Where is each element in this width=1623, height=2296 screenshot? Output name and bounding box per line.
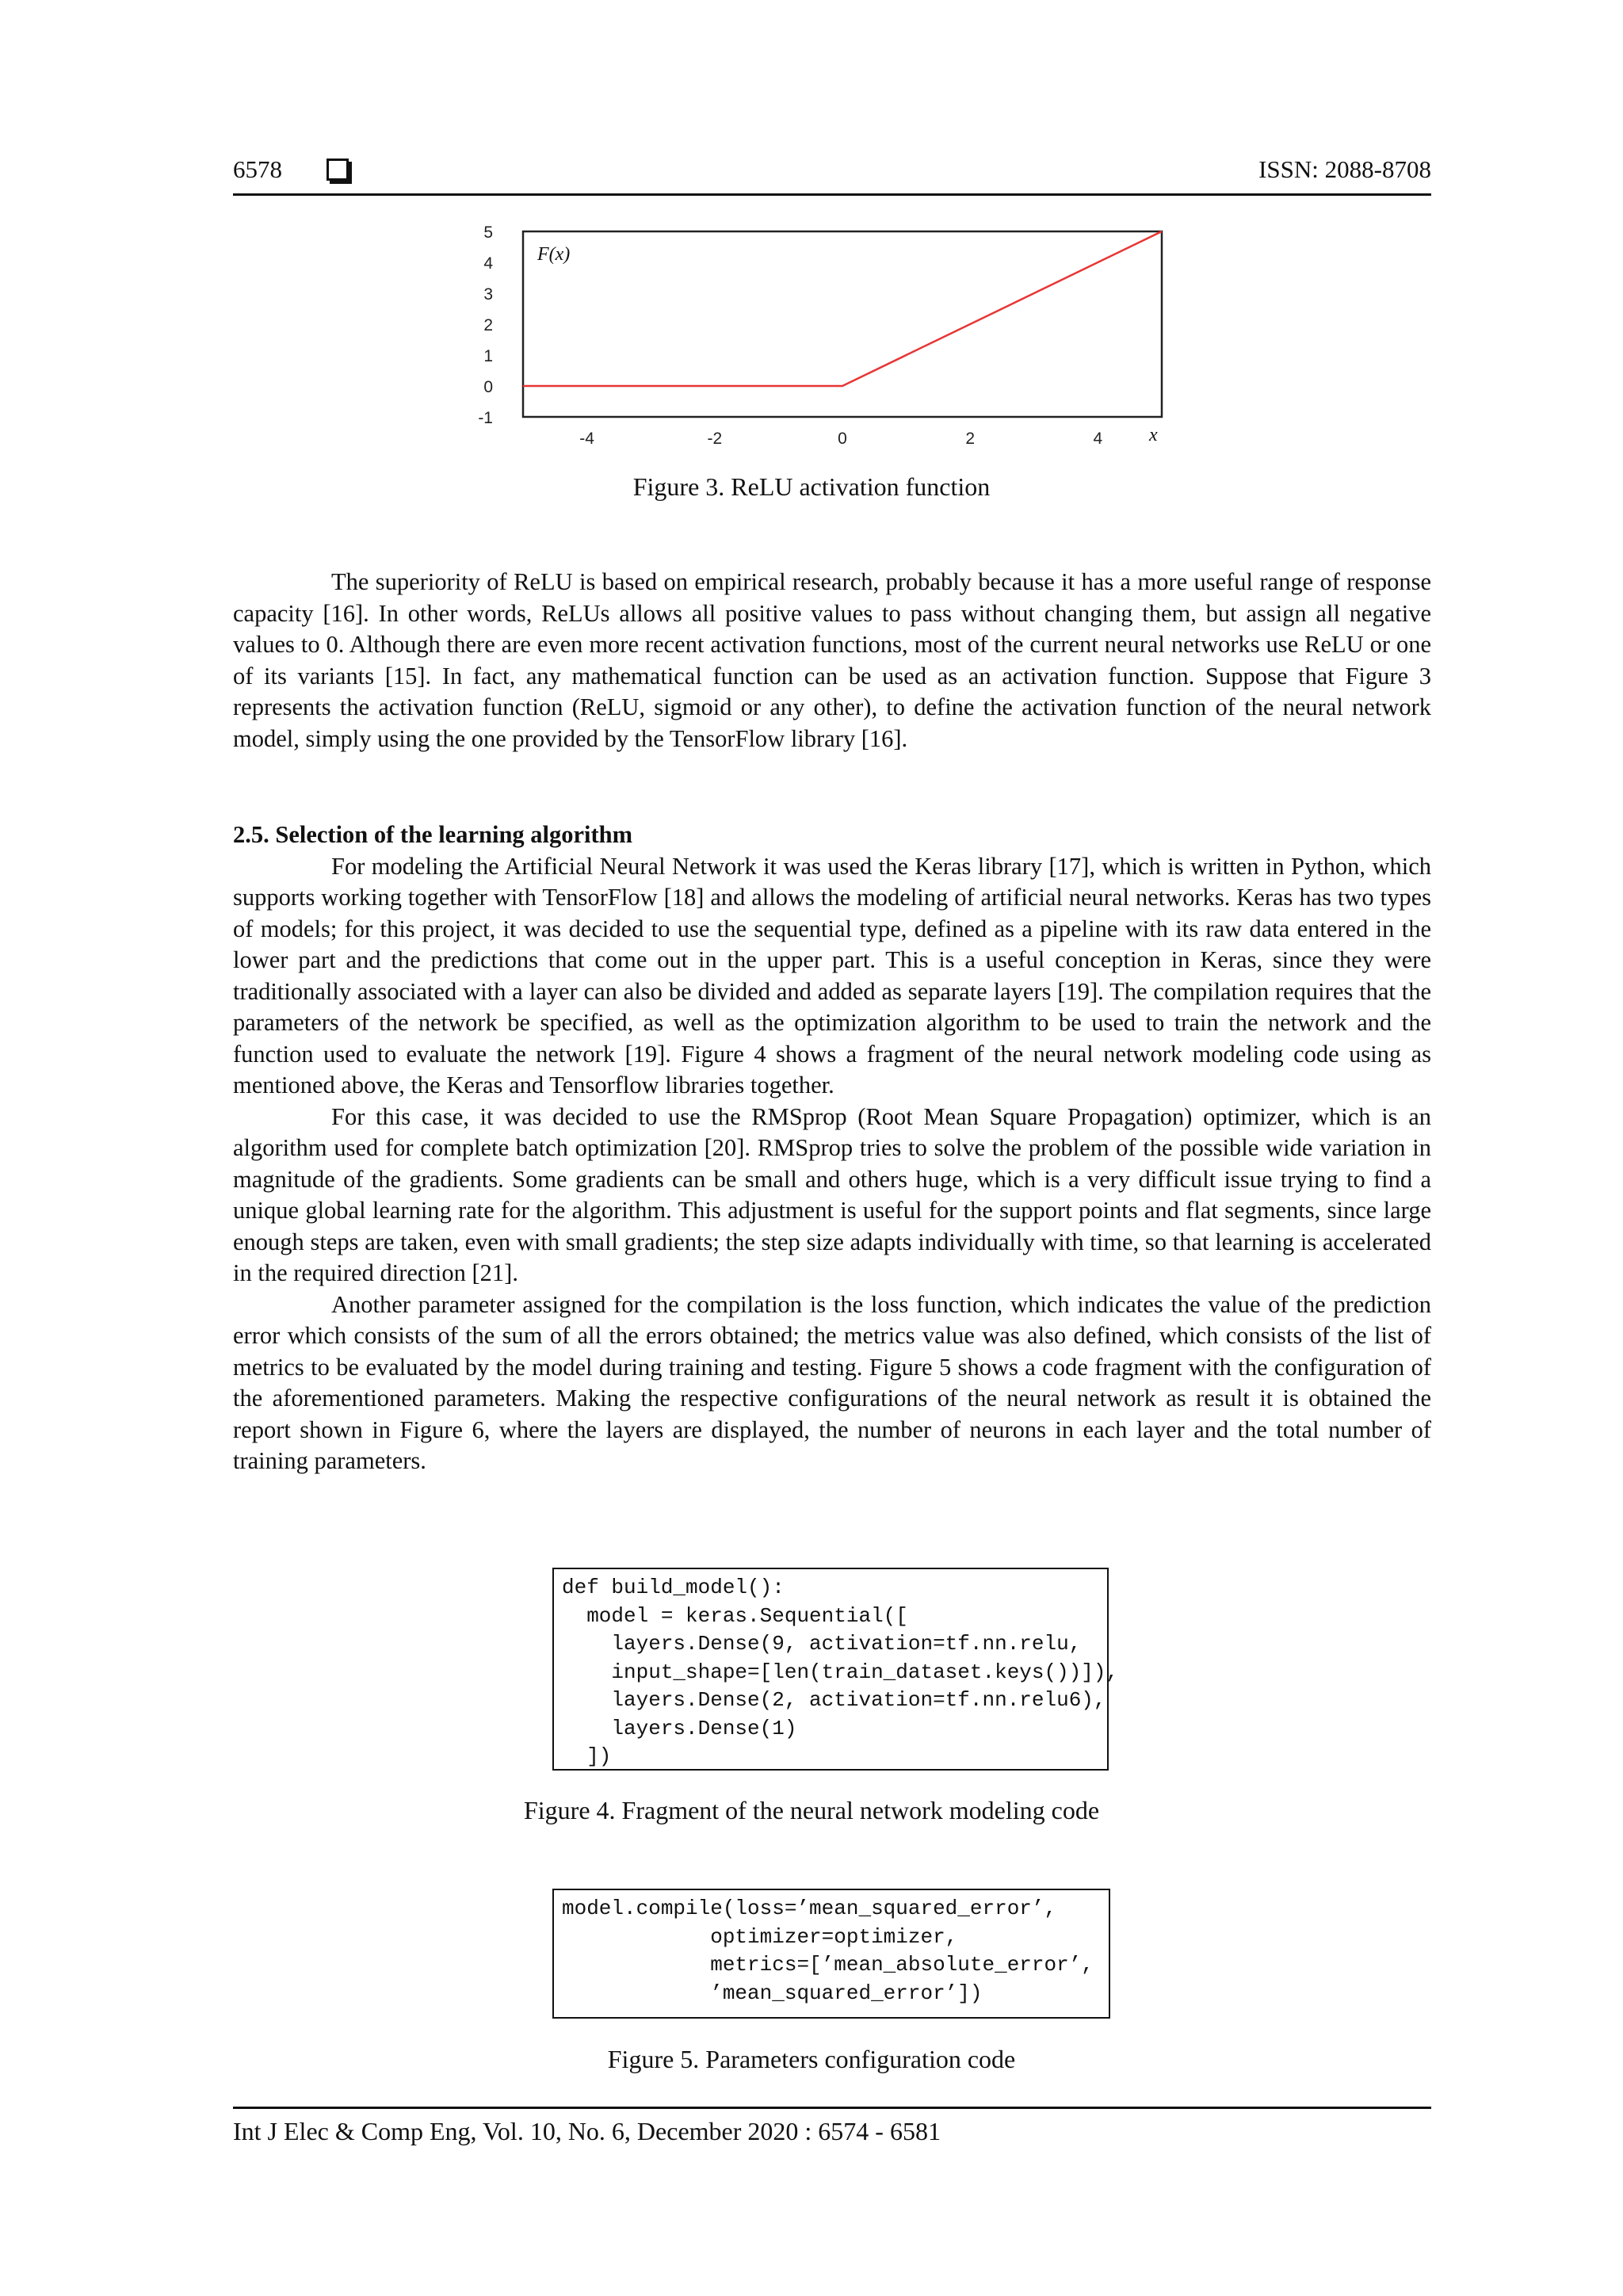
figure-4-caption: Figure 4. Fragment of the neural network modeling code bbox=[523, 1796, 1100, 1824]
section-heading: 2.5. Selection of the learning algorithm bbox=[233, 821, 633, 848]
x-tick-label: -4 bbox=[579, 430, 594, 448]
relu-chart bbox=[475, 220, 1173, 458]
figure-3-caption: Figure 3. ReLU activation function bbox=[632, 472, 991, 501]
x-axis-label: x bbox=[1149, 425, 1158, 445]
plot-frame bbox=[523, 231, 1162, 417]
x-tick-labels bbox=[579, 430, 1102, 448]
page-number: 6578 bbox=[233, 155, 282, 183]
body-text-1 bbox=[233, 567, 1431, 755]
y-tick-label: 5 bbox=[483, 223, 493, 242]
y-axis-label: F(x) bbox=[537, 244, 571, 265]
paragraph-3: For this case, it was decided to use the RMSprop (Root Mean Square Propagation) optimizer, which is an algorithm used for complete batch optimization [20]. RMSprop tries to solve the problem of the possible wide variation in magnitude of the gradients. Some gradients can be small and others huge, which is a very difficult issue trying to find a unique global learning rate for the algorithm. This adjustment is useful for the support points and flat segments, since large enough steps are taken, even with small gradients; the step size adapts individually with time, so that learning is accelerated in the required direction [21]. bbox=[233, 1102, 1431, 1286]
footer-citation: Int J Elec & Comp Eng, Vol. 10, No. 6, December 2020 : 6574 - 6581 bbox=[233, 2117, 941, 2145]
square-bullet-icon bbox=[327, 159, 349, 181]
figure-5-code: model.compile(loss=’mean_squared_error’, optimizer=optimizer, metrics=[’mean_absolute_error’, ’mean_squared_error’]) bbox=[552, 1889, 1110, 2019]
figure-5-caption: Figure 5. Parameters configuration code bbox=[607, 2045, 1016, 2073]
paragraph-4: Another parameter assigned for the compilation is the loss function, which indicates the value of the prediction error which consists of the sum of all the errors obtained; the metrics value was also defined, which consists of the list of metrics to be evaluated by the model during training and testing. Figure 5 shows a code fragment with the configuration of the aforementioned parameters. Making the respective configurations of the neural network as result it is obtained the report shown in Figure 6, where the layers are displayed, the number of neurons in each layer and the total number of training parameters. bbox=[233, 1290, 1431, 1474]
y-tick-label: 0 bbox=[483, 378, 493, 396]
y-tick-label: 3 bbox=[483, 285, 493, 304]
issn: ISSN: 2088-8708 bbox=[1258, 155, 1431, 183]
x-tick-label: 2 bbox=[965, 430, 976, 448]
paragraph-1: The superiority of ReLU is based on empirical research, probably because it has a more useful range of response capacity [16]. In other words, ReLUs allows all positive values to pass without changing them, but assign all negative values to 0. Although there are even more recent activation functions, most of the current neural networks use ReLU or one of its variants [15]. In fact, any mathematical function can be used as an activation function. Suppose that Figure 3 represents the activation function (ReLU, sigmoid or any other), to define the activation function of the neural network model, simply using the one provided by the TensorFlow library [16]. bbox=[233, 568, 1431, 752]
y-tick-label: -1 bbox=[478, 409, 493, 427]
x-tick-label: -2 bbox=[707, 430, 723, 448]
y-tick-labels bbox=[478, 223, 493, 427]
paragraph-2: For modeling the Artificial Neural Network it was used the Keras library [17], which is written in Python, which supports working together with TensorFlow [18] and allows the modeling of artificial neural networks. Keras has two types of models; for this project, it was decided to use the sequential type, defined as a pipeline with its raw data entered in the lower part and the predictions that come out in the upper part. This is a useful conception in Keras, since they were traditionally associated with a layer can also be divided and added as separate layers [19]. The compilation requires that the parameters of the network be specified, as well as the optimization algorithm to be used to train the network and the function used to evaluate the network [19]. Figure 4 shows a fragment of the neural network modeling code using as mentioned above, the Keras and Tensorflow libraries together. bbox=[233, 852, 1431, 1098]
relu-series-line bbox=[523, 231, 1162, 386]
x-tick-label: 4 bbox=[1093, 430, 1103, 448]
body-text-2 bbox=[233, 819, 1431, 1477]
x-tick-label: 0 bbox=[838, 430, 847, 448]
y-tick-label: 1 bbox=[483, 347, 493, 365]
page-header bbox=[233, 152, 1431, 196]
y-tick-label: 4 bbox=[483, 254, 493, 273]
page-footer bbox=[233, 2107, 1431, 2146]
figure-4-code: def build_model(): model = keras.Sequential([ layers.Dense(9, activation=tf.nn.relu, input_shape=[len(train_dataset.keys())]), layers.Dense(2, activation=tf.nn.relu6), layers.Dense(1) ]) bbox=[552, 1568, 1109, 1771]
y-tick-label: 2 bbox=[483, 316, 493, 334]
